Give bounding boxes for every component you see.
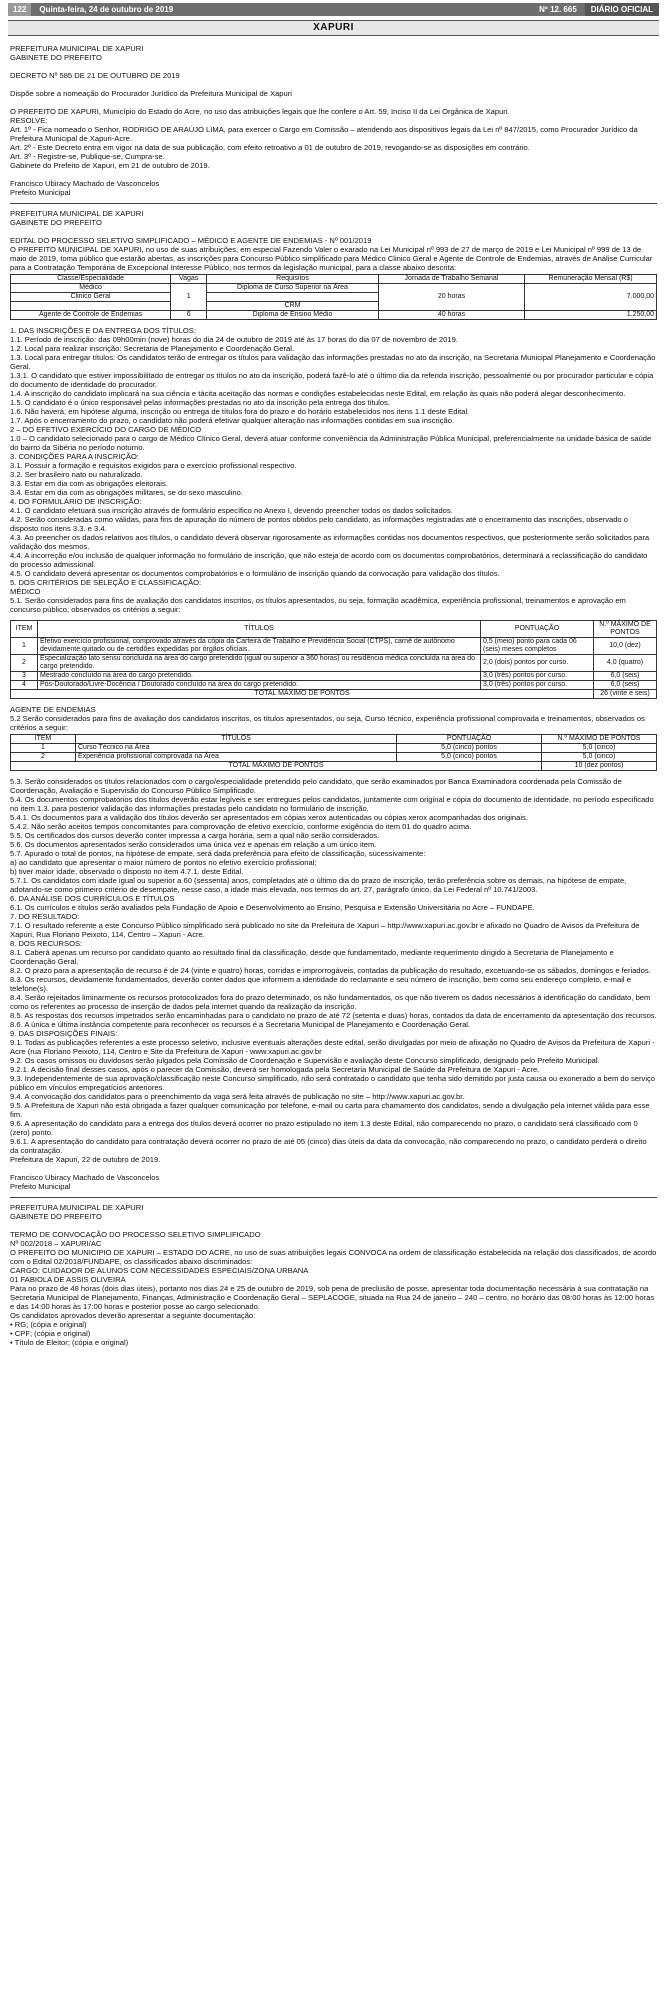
table-cell: 6,0 (seis) (594, 681, 657, 690)
header-date: Quinta-feira, 24 de outubro de 2019 (39, 5, 174, 14)
table-total-value: 10 (dez pontos) (542, 762, 657, 771)
table-header: ITEM (11, 621, 38, 638)
table-header: ITEM (11, 735, 76, 744)
table-total-value: 26 (vinte e seis) (594, 690, 657, 699)
edital-line: 8.2. O prazo para a apresentação de recurso é de 24 (vinte e quatro) horas, corridas e improrrogáveis, contadas da publicação do resultado, excetuando-se os sábados, domingos e feriados. (10, 966, 651, 975)
edital-line: Francisco Ubiracy Machado de Vasconcelos (10, 1173, 160, 1182)
edital-line: 3.1. Possuir a formação e requisitos exigidos para o exercício profissional respectivo. (10, 461, 297, 470)
edital-line: 5.1. Serão considerados para fins de avaliação dos candidatos inscritos, os títulos apresentados, ou seja, formação acadêmica, experiência profissional, treinamentos e aprovação em concurso público, observados os critérios a seguir: (10, 596, 626, 614)
table-cell: 10,0 (dez) (594, 638, 657, 655)
edital-line: 4.3. Ao preencher os dados relativos aos títulos, o candidato deverá observar rigorosamente as informações contidas nos documentos respectivos, que posteriormente serão solicitados para validação dos mesmos. (10, 533, 650, 551)
edital-line: 8.6. A única e última instância competente para reconhecer os recursos é a Secretaria Municipal de Planejamento e Coordenação Geral. (10, 1020, 471, 1029)
decree-line: Art. 2º - Este Decreto entra em vigor na data de sua publicação, com efeito retroativo a 01 de outubro de 2019, revogando-se as disposições em contrário. (10, 143, 530, 152)
spacer (10, 98, 657, 107)
table-total-row (11, 762, 657, 771)
table-total-row (11, 690, 657, 699)
edital-line: Prefeitura de Xapuri, 22 de outubro de 2019. (10, 1155, 161, 1164)
table-cell: Agente de Controle de Endemias (11, 311, 171, 320)
edital-line: 8.1. Caberá apenas um recurso por candidato quanto ao resultado final da classificação, desde que fundamentado, mediante requerimento dirigido à Secretaria de Planejamento e Coordenação Geral. (10, 948, 614, 966)
table-cell: CRM (207, 302, 379, 311)
edital-line: 3.3. Estar em dia com as obrigações eleitorais. (10, 479, 168, 488)
table-header: Jornada de Trabalho Semanal (378, 275, 524, 284)
table-total-label: TOTAL MÁXIMO DE PONTOS (11, 690, 594, 699)
table-cell (207, 293, 379, 302)
edital-line: 3.2. Ser brasileiro nato ou naturalizado. (10, 470, 143, 479)
agentes-titles-table (10, 734, 657, 771)
table-header: Remuneração Mensal (R$) (525, 275, 657, 284)
edital-line: Prefeito Municipal (10, 1182, 71, 1191)
table-row (11, 744, 657, 753)
termo-line: 01 FABIOLA DE ASSIS OLIVEIRA (10, 1275, 126, 1284)
decree-line: Gabinete do Prefeito de Xapuri, em 21 de outubro de 2019. (10, 161, 210, 170)
edital-line: 9.4. A convocação dos candidatos para o preenchimento da vaga será feita através de publicação no site – http://www.xapuri.ac.gov.br. (10, 1092, 465, 1101)
table-row (11, 753, 657, 762)
table-cell: 3,0 (três) pontos por curso. (481, 681, 594, 690)
agentes-intro (10, 705, 657, 732)
decree-line: Dispõe sobre a nomeação do Procurador Jurídico da Prefeitura Municipal de Xapuri (10, 89, 292, 98)
table-cell: 40 horas (378, 311, 524, 320)
table-cell: Pós-Doutorado/Livre-Docência / Doutorado concluído na área do cargo pretendido. (38, 681, 481, 690)
table-cell (11, 302, 171, 311)
edital-line: 1.3. Local para entregar títulos: Os candidatos terão de entregar os títulos para validação das informações prestadas no ato da inscrição, na Secretaria Municipal Planejamento e Coordenação Geral. (10, 353, 656, 371)
table-cell: 20 horas (378, 284, 524, 311)
edital-line: 5. DOS CRITÉRIOS DE SELEÇÃO E CLASSIFICAÇÃO: (10, 578, 202, 587)
edital-intro (10, 209, 657, 272)
termo-line: • Título de Eleitor; (cópia e original) (10, 1338, 129, 1347)
table-cell: 3,0 (três) pontos por curso. (481, 672, 594, 681)
table-cell: Mestrado concluído na área do cargo pretendido. (38, 672, 481, 681)
table-header: PONTUAÇÃO (397, 735, 542, 744)
header-issue-number: Nº 12. 665 (539, 5, 577, 14)
spacer (10, 62, 657, 71)
table-cell: 2 (11, 753, 76, 762)
edital-line: a) ao candidato que apresentar o maior número de pontos no efetivo exercício profissional; (10, 858, 317, 867)
vacancies-table (10, 274, 657, 320)
edital-line: 5.4.2. Não serão aceitos tempos concomitantes para comprovação de efetivo exercício, conforme exigência do item 01 do quadro acima. (10, 822, 472, 831)
table-cell: 1 (171, 284, 207, 311)
divider (10, 203, 657, 204)
termo-line: GABINETE DO PREFEITO (10, 1212, 102, 1221)
table-cell: 1 (11, 638, 38, 655)
decree-line: Art. 3º - Registre-se, Publique-se, Cumpra-se. (10, 152, 165, 161)
edital-line: 5.5. Os certificados dos cursos deverão conter impressa a carga horária, sem a qual não serão considerados. (10, 831, 380, 840)
edital-line: 5.4.1. Os documentos para a validação dos títulos deverão ser apresentados em cópias xerox autenticadas ou cópias xerox acompanhadas dos originais. (10, 813, 528, 822)
termo-line: • RG; (cópia e original) (10, 1320, 87, 1329)
table-header: TÍTULOS (38, 621, 481, 638)
edital-line: 1.6. Não haverá, em hipótese alguma, inscrição ou entrega de títulos fora do prazo e do horário estabelecidos nos itens 1.1 deste Edital. (10, 407, 470, 416)
medico-titles-table (10, 620, 657, 699)
table-header: Classe/Especialidade (11, 275, 171, 284)
edital-line: 1.7. Após o encerramento do prazo, o candidato não poderá efetivar qualquer alteração nas informações contidas em sua inscrição. (10, 416, 455, 425)
page-number: 122 (8, 3, 31, 16)
table-cell: 5,0 (cinco) pontos (397, 753, 542, 762)
termo-line: Nº 002/2018 – XAPURI/AC (10, 1239, 102, 1248)
termo-line: O PREFEITO DO MUNICIPIO DE XAPURI – ESTADO DO ACRE, no uso de suas atribuições legais CONVOCA na ordem de classificação estabelecida na relação dos classificados, de acordo com o Edital 02/2018/FUNDAPE, os classificados abaixo discriminados: (10, 1248, 657, 1266)
divider (10, 1197, 657, 1198)
edital-line: AGENTE DE ENDEMIAS (10, 705, 96, 714)
edital-line: 8.3. Os recursos, devidamente fundamentados, deverão conter dados que informem a identidade do reclamante e seu número de inscrição, bem como seu endereço completo, e-mail e telefone(s). (10, 975, 631, 993)
edital-line: 9.2. Os casos omissos ou duvidosos serão julgados pela Comissão de Coordenação e Supervisão e avaliação deste Concurso simplificado, designado pelo Prefeito Municipal. (10, 1056, 600, 1065)
header-band (31, 3, 584, 16)
decree-block (10, 44, 657, 197)
edital-line: 3. CONDIÇÕES PARA A INSCRIÇÃO: (10, 452, 139, 461)
edital-line: 7.1. O resultado referente a este Concurso Público simplificado será publicado no site da Prefeitura de Xapuri – http://www.xapuri.ac.gov.br e afixado no Quadro de Avisos da Prefeitura de Xapuri, Rua Floriano Peixoto, 114, Centro – Xapuri - Acre. (10, 921, 640, 939)
table-cell: 5,0 (cinco) (542, 753, 657, 762)
table-header: N.º MÁXIMO DE PONTOS (594, 621, 657, 638)
termo-line: PREFEITURA MUNICIPAL DE XAPURI (10, 1203, 144, 1212)
decree-line: Prefeito Municipal (10, 188, 71, 197)
table-cell: 5,0 (cinco) pontos (397, 744, 542, 753)
edital-line: 8.4. Serão rejeitados liminarmente os recursos protocolizados fora do prazo determinado, os não fundamentados, os que não tiverem os dados necessários à identificação do candidato, bem como os referentes ao processo de inserção de dados pela internet quando da realização da inscrição. (10, 993, 651, 1011)
decree-line: Art. 1º - Fica nomeado o Senhor, RODRIGO DE ARAÚJO LIMA, para exercer o Cargo em Comissão – atendendo aos dispositivos legais da Lei nº 847/2015, como Procurador Jurídico da Prefeitura Municipal de Xapuri-Acre. (10, 125, 638, 143)
table-header: N.º MÁXIMO DE PONTOS (542, 735, 657, 744)
document-body (10, 36, 657, 1347)
edital-line: GABINETE DO PREFEITO (10, 218, 102, 227)
edital-line: 1. DAS INSCRIÇÕES E DA ENTREGA DOS TÍTULOS: (10, 326, 196, 335)
edital-line: 5.2 Serão considerados para fins de avaliação dos candidatos inscritos, os títulos apresentados, ou seja, Curso técnico, experiência profissional comprovada e treinamentos, observados os critérios a seguir: (10, 714, 645, 732)
edital-line: 1.0 – O candidato selecionado para o cargo de Médico Clínico Geral, deverá atuar conforme conveniência da Administração Pública Municipal, preferencialmente na unidade básica de saúde do bairro da Sibéria no período noturno. (10, 434, 652, 452)
edital-line: 1.5. O candidato é o único responsável pelas informações prestadas no ato da inscrição pela entrega dos títulos. (10, 398, 390, 407)
table-cell: 7.000,00 (525, 284, 657, 311)
edital-line: 9.1. Todas as publicações referentes a este processo seletivo, inclusive eventuais alterações deste edital, serão divulgadas por meio de afixação no Quadro de Avisos da Prefeitura de Xapuri - Acre (rua Floriano Peixoto, 114, Centro e Site da Prefeitura de Xapuri - www.xapuri.ac.gov.br (10, 1038, 655, 1056)
table-row (11, 672, 657, 681)
edital-line: 4.2. Serão consideradas como válidas, para fins de apuração do número de pontos obtidos pelo candidato, as informações registradas até o encerramento das inscrições, observado o disposto nos itens 3.3. e 3.4. (10, 515, 628, 533)
edital-line: 5.7. Apurado o total de pontos, na hipótese de empate, será dada preferência para efeito de classificação, sucessivamente: (10, 849, 426, 858)
edital-line: 5.4. Os documentos comprobatórios dos títulos deverão estar legíveis e ser entregues pelos candidatos, juntamente com original e cópia do documento de identidade, no período especificado no item 1.3. para posterior validação das informações prestadas pelo candidato no formulário de inscrição. (10, 795, 654, 813)
table-header: TÍTULOS (76, 735, 397, 744)
edital-line: 9. DAS DISPOSIÇÕES FINAIS: (10, 1029, 118, 1038)
decree-line: PREFEITURA MUNICIPAL DE XAPURI (10, 44, 144, 53)
table-cell: 6 (171, 311, 207, 320)
table-cell: Diploma de Curso Superior na Área (207, 284, 379, 293)
page-header (8, 3, 659, 16)
edital-line: 1.2. Local para realizar inscrição: Secretaria de Planejamento e Coordenação Geral. (10, 344, 295, 353)
table-cell: Diploma de Ensino Médio (207, 311, 379, 320)
table-cell: 4 (11, 681, 38, 690)
edital-line: 2 – DO EFETIVO EXERCÍCIO DO CARGO DE MÉDICO (10, 425, 202, 434)
edital-line: 1.4. A inscrição do candidato implicará na sua ciência e tácita aceitação das normas e condições estabelecidas neste Edital, em relação às quais não poderá alegar desconhecimento. (10, 389, 626, 398)
edital-line: 6. DA ANÁLISE DOS CURRÍCULOS E TÍTULOS (10, 894, 175, 903)
decree-line: GABINETE DO PREFEITO (10, 53, 102, 62)
table-header: Requisitos (207, 275, 379, 284)
edital-line: 4.1. O candidato efetuará sua inscrição através de formulário específico no Anexo I, devendo preencher todos os dados solicitados. (10, 506, 453, 515)
edital-line: 8.5. As respostas dos recursos impetrados serão encaminhadas para o candidato no prazo de até 72 (setenta e duas) horas, contados da data de encerramento da apresentação dos recursos. (10, 1011, 657, 1020)
table-header: Vagas (171, 275, 207, 284)
table-header: PONTUAÇÃO (481, 621, 594, 638)
spacer (10, 80, 657, 89)
edital-line: b) tiver maior idade, observado o disposto no item 4.7.1. deste Edital. (10, 867, 244, 876)
table-row (11, 638, 657, 655)
table-cell: 0,5 (meio) ponto para cada 06 (seis) meses completos (481, 638, 594, 655)
table-row (11, 681, 657, 690)
edital-line: 5.7.1. Os candidatos com idade igual ou superior a 60 (sessenta) anos, completados até o último dia do prazo de inscrição, terão preferência sobre os demais, na hipótese de empate, adotando-se como primeiro critério de desempate, nesse caso, a idade mais elevada, nos termos do art. 27, parágrafo único, da Lei Federal nº 10.741/2003. (10, 876, 627, 894)
edital-body-part1 (10, 326, 657, 614)
edital-line: 4.5. O candidato deverá apresentar os documentos comprobatórios e o formulário de inscrição quando da convocação para validação dos títulos. (10, 569, 500, 578)
edital-line: EDITAL DO PROCESSO SELETIVO SIMPLIFICADO – MÉDICO E AGENTE DE ENDEMIAS - Nº 001/2019 (10, 236, 372, 245)
edital-line: MÉDICO (10, 587, 41, 596)
table-cell: 3 (11, 672, 38, 681)
table-cell: 2,0 (dois) pontos por curso. (481, 655, 594, 672)
journal-title: DIÁRIO OFICIAL (585, 3, 659, 16)
edital-line: 8. DOS RECURSOS: (10, 939, 83, 948)
termo-line: TERMO DE CONVOCAÇÃO DO PROCESSO SELETIVO SIMPLIFICADO (10, 1230, 261, 1239)
edital-line: 9.5. A Prefeitura de Xapuri não está obrigada a fazer qualquer comunicação por telefone, e-mail ou carta para chamamento dos candidatos, sendo a divulgação pela internet válida para esse fim. (10, 1101, 650, 1119)
edital-line: 7. DO RESULTADO: (10, 912, 80, 921)
table-cell: 6,0 (seis) (594, 672, 657, 681)
termo-line: Os candidatos aprovados deverão apresentar a seguinte documentação: (10, 1311, 256, 1320)
edital-line: 5.3. Serão considerados os títulos relacionados com o cargo/especialidade pretendido pelo candidato, que serão examinados por Banca Examinadora coordenada pela Comissão de Coordenação, Avaliação e Supervisão do Concurso Público Simplificado. (10, 777, 622, 795)
spacer (10, 1221, 657, 1230)
table-cell: Clinico Geral (11, 293, 171, 302)
edital-line: O PREFEITO MUNICIPAL DE XAPURI, no uso de suas atribuições, em especial Fazendo Valer o exarado na Lei Municipal nº 993 de 27 de março de 2019 e Lei Municipal nº 999 de 13 de maio de 2019, toma público que estarão abertas, as inscrições para Concurso Público simplificado para Médico Clinico Geral e Agente de Controle de Endemias, através de Análise Curricular para a Contratação Temporária de Excepcional Interesse Público, nos termos da legislação municipal, para a classe abaixo descrita: (10, 245, 653, 272)
section-title: XAPURI (8, 20, 659, 36)
table-cell: Curso Técnico na Área (76, 744, 397, 753)
termo-block (10, 1203, 657, 1347)
edital-line: 9.6.1. A apresentação do candidato para contratação deverá ocorrer no prazo de até 05 (cinco) dias úteis da data da convocação, não comparecendo no prazo, o candidato perderá o direito da contratação. (10, 1137, 647, 1155)
spacer (10, 170, 657, 179)
table-cell: 4,0 (quatro) (594, 655, 657, 672)
edital-line: 9.3. Independentemente de sua aprovação/classificação neste Concurso simplificado, não será contratado o candidato que tenha sido demitido por justa causa ou exonerado a bem do serviço público em vínculos empregatícios anteriores. (10, 1074, 656, 1092)
table-cell: 5,0 (cinco) (542, 744, 657, 753)
decree-line: O PREFEITO DE XAPURI, Município do Estado do Acre, no uso das atribuições legais que lhe confere o Art. 59, Inciso II da Lei Orgânica de Xapuri. (10, 107, 510, 116)
decree-line: RESOLVE: (10, 116, 48, 125)
edital-body-part2 (10, 777, 657, 1191)
edital-line: 1.3.1. O candidato que estiver impossibilitado de entregar os títulos no ato da inscrição, poderá fazê-lo até o último dia da referida inscrição, pessoalmente ou por procurador particular e cópia do documento de identidade do procurador. (10, 371, 654, 389)
table-cell: 2 (11, 655, 38, 672)
edital-line: 3.4. Estar em dia com as obrigações militares, se do sexo masculino. (10, 488, 243, 497)
termo-line: • CPF; (cópia e original) (10, 1329, 91, 1338)
table-cell: Médico (11, 284, 171, 293)
edital-line: PREFEITURA MUNICIPAL DE XAPURI (10, 209, 144, 218)
table-cell: Experiência profissional comprovada na Área (76, 753, 397, 762)
edital-line: 9.2.1. A decisão final desses casos, após o parecer da Comissão, deverá ser homologada pela Secretaria Municipal de Saúde da Prefeitura de Xapuri - Acre. (10, 1065, 540, 1074)
table-cell: Efetivo exercício profissional, comprovado através da cópia da Carteira de Trabalho e Previdência Social (CTPS), carnê de autônomo devidamente quitado ou de certidões expedidas por órgãos oficiais. (38, 638, 481, 655)
table-cell: 1 (11, 744, 76, 753)
edital-line: 5.6. Os documentos apresentados serão considerados uma única vez e apenas em relação a um único item. (10, 840, 377, 849)
decree-line: Francisco Ubiracy Machado de Vasconcelos (10, 179, 160, 188)
table-total-label: TOTAL MÁXIMO DE PONTOS (11, 762, 542, 771)
edital-line: 6.1. Os currículos e títulos serão avaliados pela Fundação de Apoio e Desenvolvimento ao Ensino, Pesquisa e Extensão Universitária no Acre – FUNDAPE. (10, 903, 535, 912)
table-row (11, 655, 657, 672)
termo-line: Para no prazo de 48 horas (dois dias úteis), portanto nos dias 24 e 25 de outubro de 2019, sob pena de preclusão de posse, apresentar toda documentação necessária à sua contratação na Secretaria Municipal de Planejamento, Finanças, Administração e Coordenação Geral – SEPLACOGE, situada na Rua 24 de janeiro – 240 – centro, no horário das 08:00 horas às 12:00 horas e das 14:00 horas às 17:00 horas e posterior posse ao cargo selecionado. (10, 1284, 655, 1311)
termo-line: CARGO: CUIDADOR DE ALUNOS COM NECESSIDADES ESPECIAIS/ZONA URBANA (10, 1266, 309, 1275)
table-cell: Especialização lato sensu concluída na área do cargo pretendido (igual ou superior a 360 horas) ou residência médica concluída na área do cargo pretendido. (38, 655, 481, 672)
decree-line: DECRETO Nº 585 DE 21 DE OUTUBRO DE 2019 (10, 71, 180, 80)
edital-line: 4.4. A incorreção e/ou inclusão de qualquer informação no formulário de inscrição, que não esteja de acordo com os documentos comprobatórios, determinará a reclassificação do candidato do processo admissional. (10, 551, 648, 569)
spacer (10, 227, 657, 236)
edital-line: 4. DO FORMULÁRIO DE INSCRIÇÃO: (10, 497, 142, 506)
table-cell: 1.250,00 (525, 311, 657, 320)
edital-line: 1.1. Período de inscrição: das 09h00min (nove) horas do dia 24 de outubro de 2019 até às 17 horas do dia 07 de novembro de 2019. (10, 335, 458, 344)
spacer (10, 1164, 657, 1173)
edital-line: 9.6. A apresentação do candidato para a entrega dos títulos deverá ocorrer no prazo estipulado no item 1.3 deste Edital, não comparecendo no prazo, o candidato será classificado com 0 (zero) ponto. (10, 1119, 638, 1137)
